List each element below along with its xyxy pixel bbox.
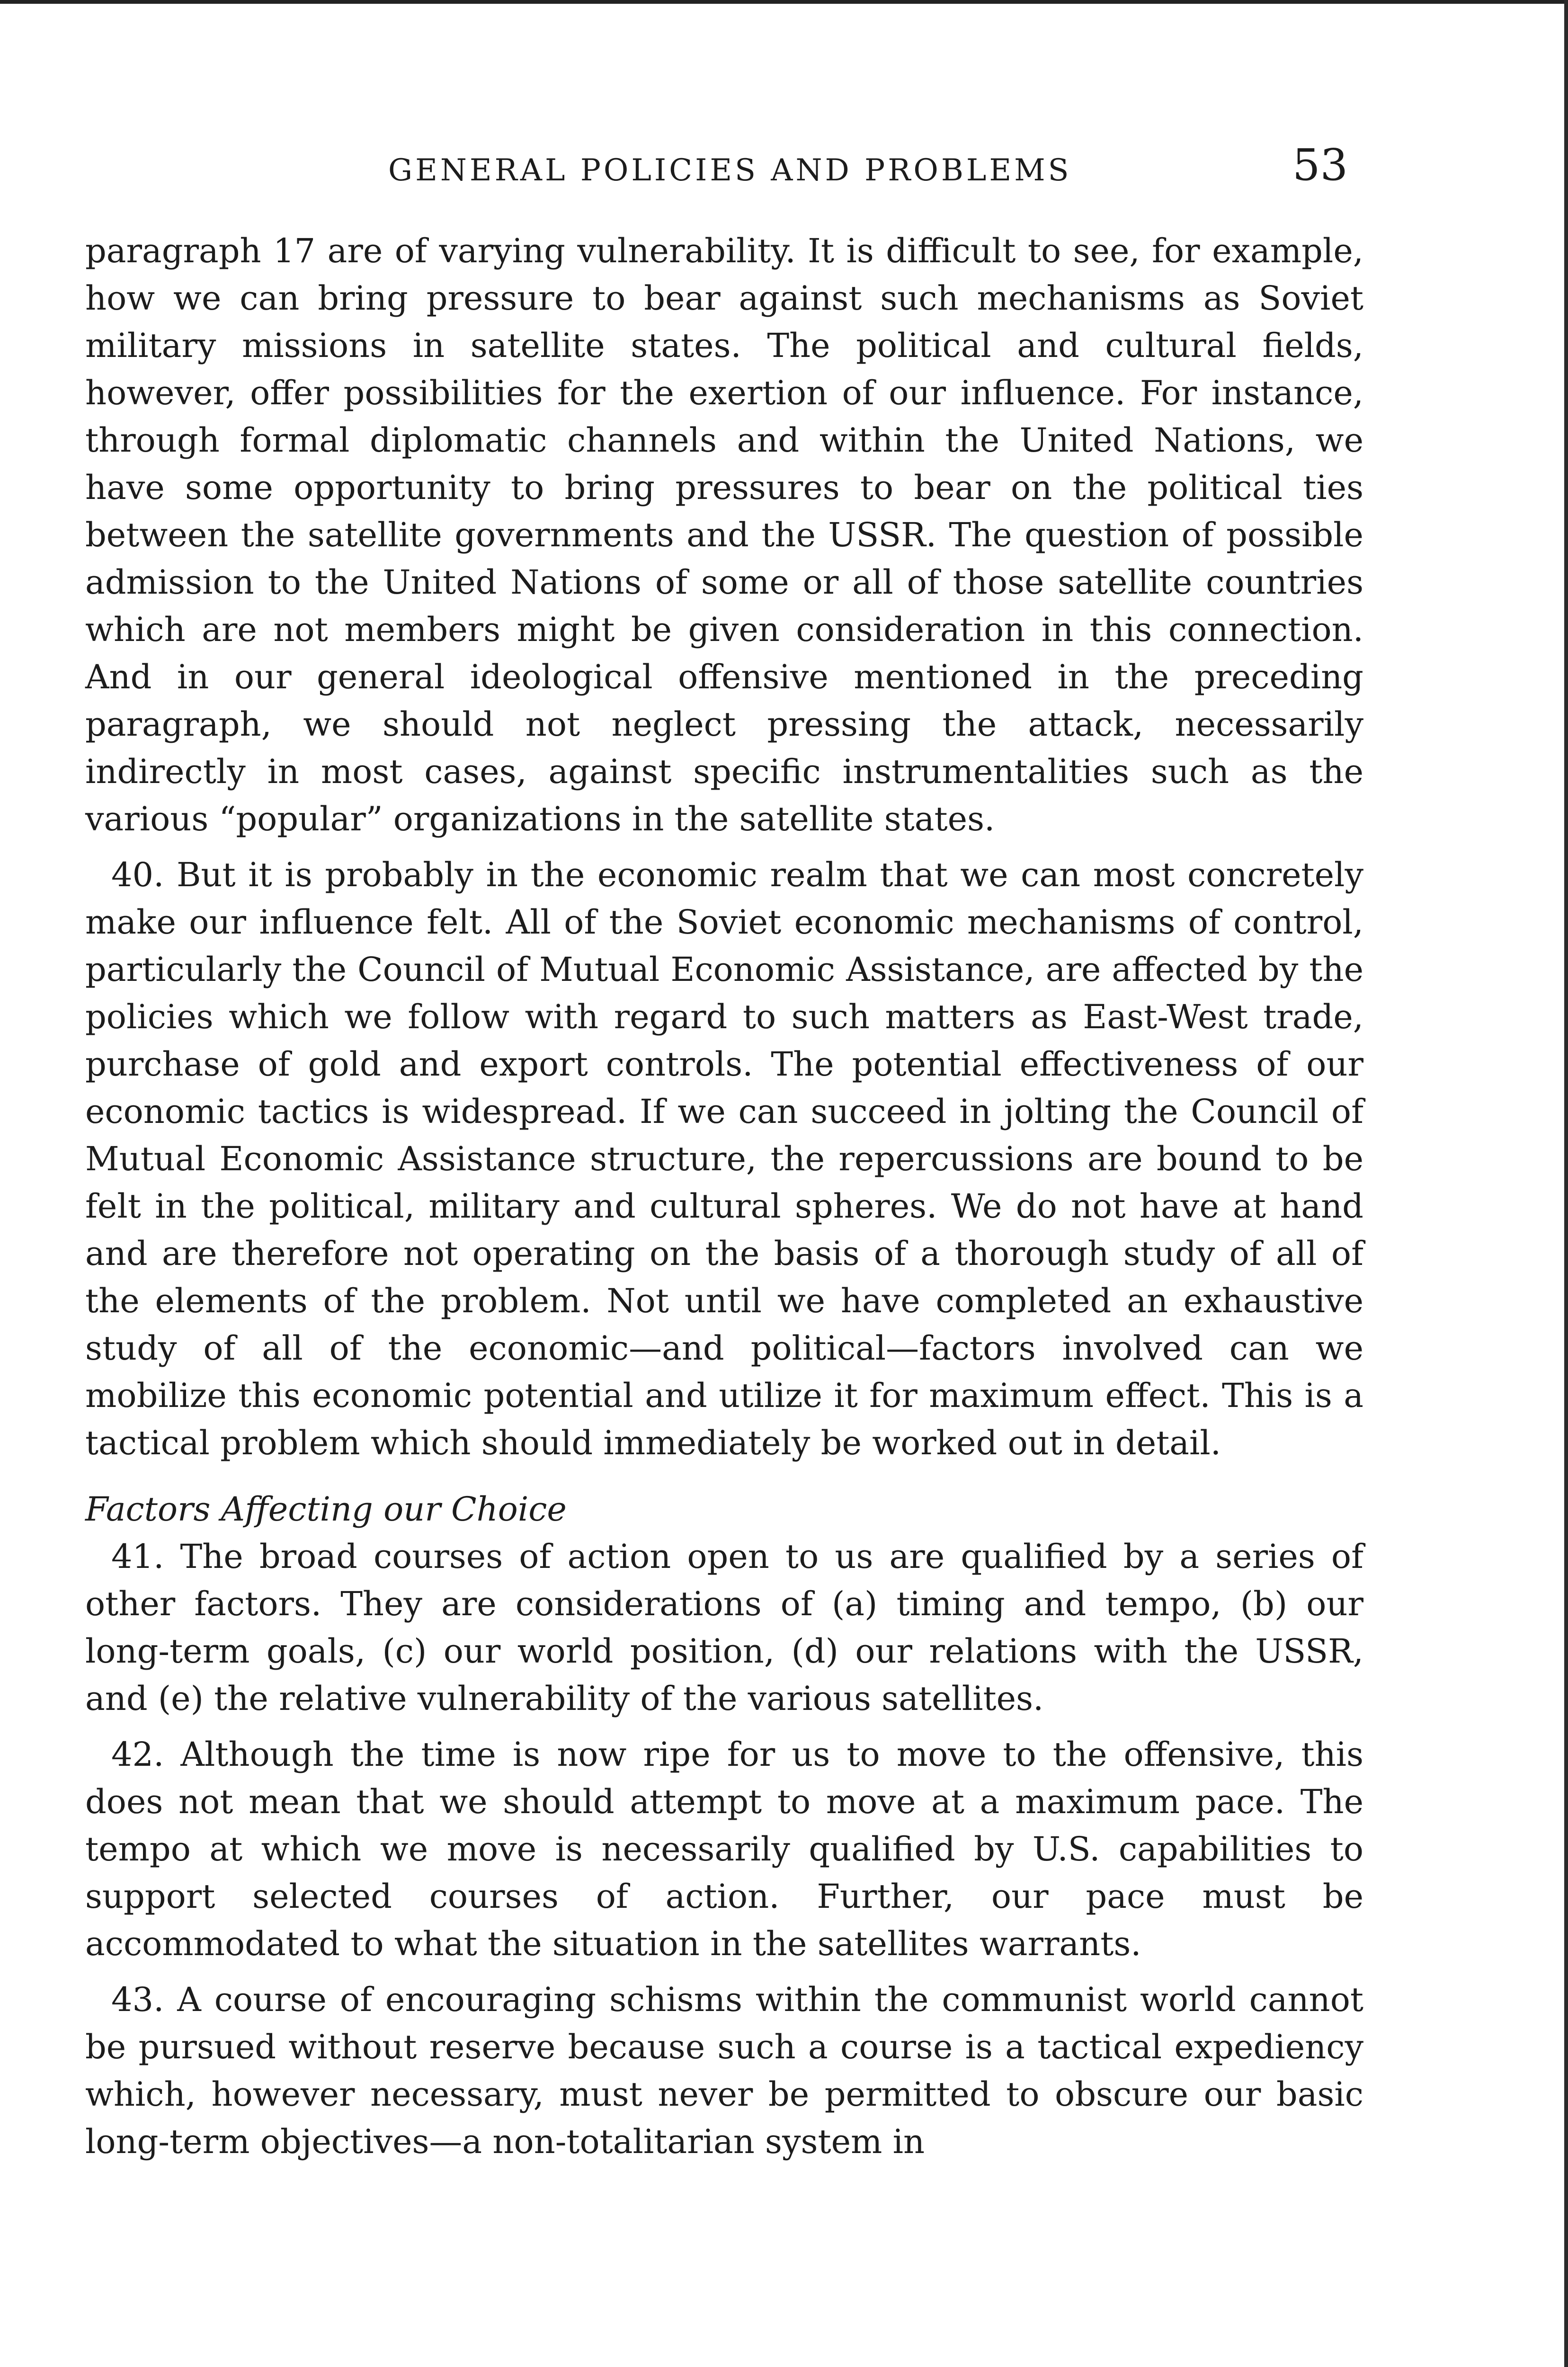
right-edge-rule xyxy=(1564,0,1568,2367)
page-number: 53 xyxy=(1292,140,1348,190)
paragraph-42: 42. Although the time is now ripe for us to move to the offensive, this does not mean that we should attempt to move at a maximum pace. The tempo at which we move is necessarily qualified by U.S. capabilities to support selected courses of action. Further, our pace must be accommodated to what the situation in the satellites warrants. xyxy=(85,1735,1363,1963)
paragraph-40: 40. But it is probably in the economic realm that we can most concretely make our influence felt. All of the Soviet economic mechanisms of control, particularly the Council of Mutual Economic Assistance, are affected by the policies which we follow with regard to such matters as East-West trade, purchase of gold and export controls. The potential effectiveness of our economic tactics is widespread. If we can succeed in jolting the Council of Mutual Economic Assistance structure, the repercussions are bound to be felt in the political, military and cultural spheres. We do not have at hand and are therefore not operating on the basis of a thorough study of all of the elements of the problem. Not until we have completed an exhaustive study of all of the economic—and political—factors involved can we mobilize this economic potential and utilize it for maximum effect. This is a tactical problem which should immediately be worked out in detail. xyxy=(85,855,1363,1462)
top-edge-rule xyxy=(0,0,1568,4)
page-body xyxy=(85,227,1363,2165)
section-heading: Factors Affecting our Choice xyxy=(85,1490,567,1529)
running-head: GENERAL POLICIES AND PROBLEMS xyxy=(388,153,1072,188)
paragraph-41: 41. The broad courses of action open to us are qualified by a series of other factors. They are considerations of (a) timing and tempo, (b) our long-term goals, (c) our world position, (d) our relations with the USSR, and (e) the relative vulnerability of the various satellites. xyxy=(85,1537,1363,1718)
page-header xyxy=(0,140,1568,196)
paragraph-43: 43. A course of encouraging schisms within the communist world cannot be pursued without reserve because such a course is a tactical expediency which, however necessary, must never be permitted to obscure our basic long-term objectives—a non-totalitarian system in xyxy=(85,1980,1363,2161)
paragraph-continued: paragraph 17 are of varying vulnerability. It is difficult to see, for example, how we can bring pressure to bear against such mechanisms as Soviet military missions in satellite states. The political and cultural fields, however, offer possibilities for the exertion of our influence. For instance, through formal diplomatic channels and within the United Nations, we have some opportunity to bring pressures to bear on the political ties between the satellite governments and the USSR. The question of possible admission to the United Nations of some or all of those satellite countries which are not members might be given consideration in this connection. And in our general ideological offensive mentioned in the preceding paragraph, we should not neglect pressing the attack, necessarily indirectly in most cases, against specific instrumentalities such as the various “popular” organizations in the satellite states. xyxy=(85,231,1363,838)
